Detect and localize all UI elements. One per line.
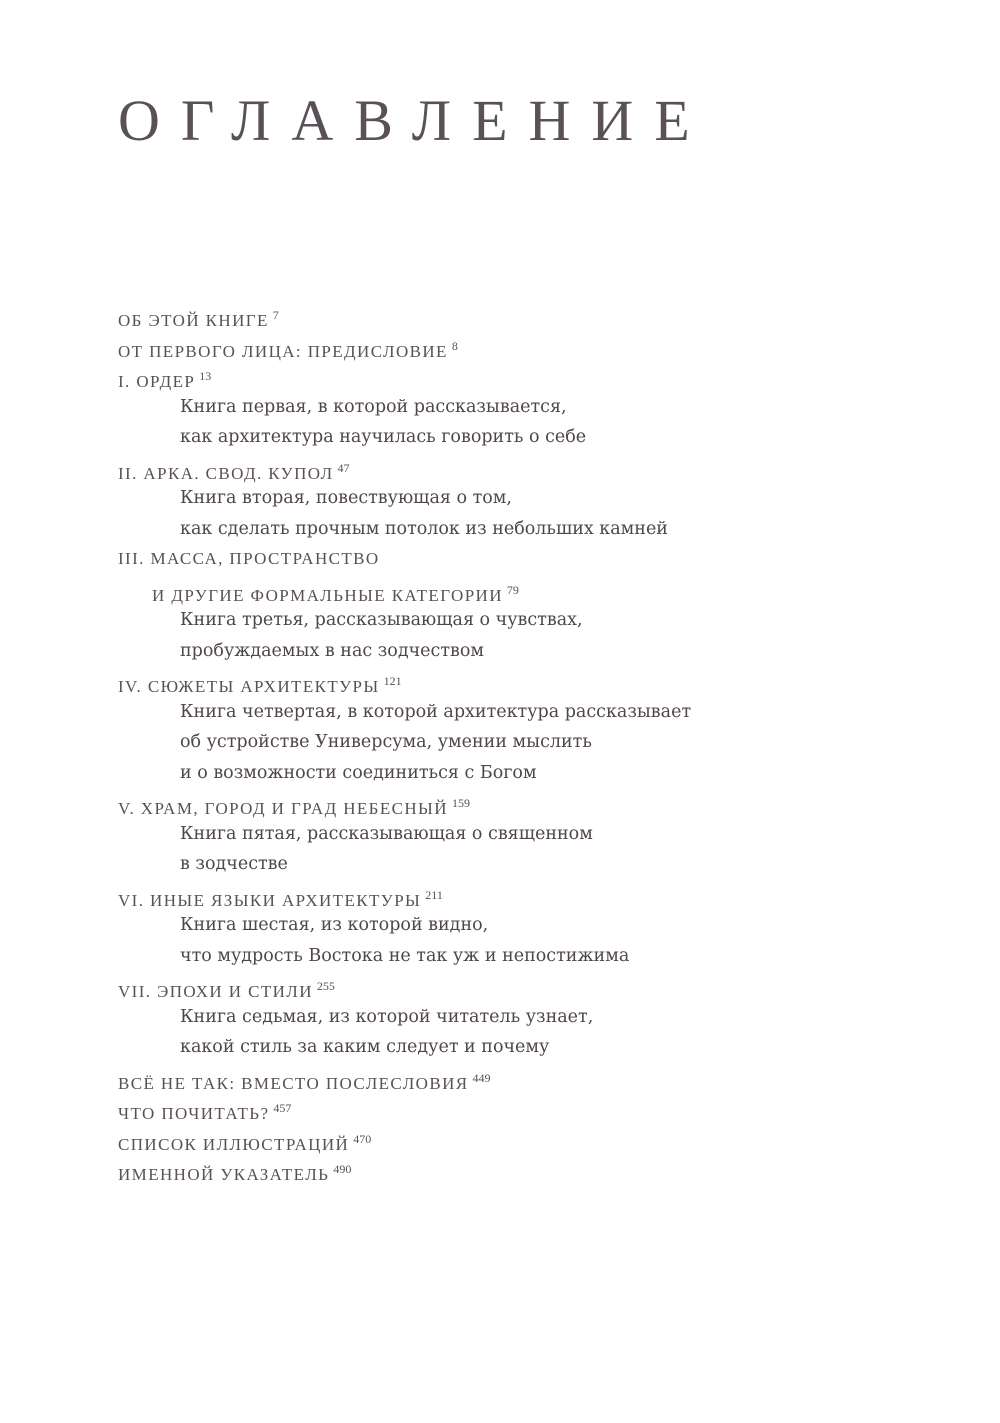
toc-page-number: 255 — [316, 979, 335, 993]
toc-description-line: в зодчестве — [180, 854, 288, 874]
toc-heading: ИМЕННОЙ УКАЗАТЕЛЬ $^{490}$ — [118, 1162, 352, 1184]
page-title: ОГЛАВЛЕНИЕ — [118, 88, 711, 153]
toc-description-line: как сделать прочным потолок из небольших камней — [180, 518, 668, 539]
toc-page-number: 7 — [272, 308, 279, 322]
toc-entry[interactable] — [118, 361, 958, 453]
toc-heading-continuation: И ДРУГИЕ ФОРМАЛЬНЫЕ КАТЕГОРИИ $^{79}$ — [152, 582, 519, 605]
toc-description-line: что мудрость Востока не так уж и непостижима — [180, 945, 630, 966]
toc-entry[interactable] — [118, 1124, 958, 1155]
toc-page-number: 470 — [353, 1131, 372, 1146]
toc-heading: VII. ЭПОХИ И СТИЛИ $^{255}$ — [118, 979, 335, 1001]
toc-page-number: 8 — [451, 338, 458, 353]
toc-entry[interactable] — [118, 880, 958, 972]
toc-description-line: и о возможности соединиться с Богом — [180, 762, 537, 783]
toc-heading: ОТ ПЕРВОГО ЛИЦА: ПРЕДИСЛОВИЕ $^8$ — [118, 338, 458, 361]
toc-page-number: 490 — [333, 1162, 352, 1176]
toc-entry[interactable] — [118, 1093, 958, 1124]
toc-description-line: как архитектура научилась говорить о себе — [180, 427, 587, 447]
table-of-contents — [118, 300, 958, 1185]
toc-entry[interactable] — [118, 1154, 958, 1185]
toc-description-line: Книга шестая, из которой видно, — [180, 915, 489, 935]
toc-description-line: Книга третья, рассказывающая о чувствах, — [180, 610, 583, 630]
toc-entry[interactable] — [118, 331, 958, 362]
toc-entry[interactable] — [118, 453, 958, 545]
toc-description-line: пробуждаемых в нас зодчеством — [180, 640, 485, 661]
toc-page-number: 13 — [199, 369, 212, 383]
toc-entry[interactable] — [118, 971, 958, 1063]
toc-entry[interactable] — [118, 666, 958, 788]
toc-page-number: 449 — [472, 1070, 491, 1085]
toc-heading: ЧТО ПОЧИТАТЬ? $^{457}$ — [118, 1101, 292, 1123]
toc-heading: III. МАССА, ПРОСТРАНСТВО — [118, 549, 380, 568]
toc-description-line: Книга четвертая, в которой архитектура рассказывает — [180, 701, 692, 722]
toc-heading: II. АРКА. СВОД. КУПОЛ $^{47}$ — [118, 460, 350, 483]
toc-description-line: Книга седьмая, из которой читатель узнает, — [180, 1006, 594, 1027]
toc-entry[interactable] — [118, 788, 958, 880]
toc-page-number: 47 — [337, 460, 350, 475]
toc-description-line: об устройстве Универсума, умении мыслить — [180, 732, 592, 752]
toc-description-line: Книга пятая, рассказывающая о священном — [180, 823, 593, 844]
toc-heading: VI. ИНЫЕ ЯЗЫКИ АРХИТЕКТУРЫ $^{211}$ — [118, 887, 443, 910]
toc-description-line: Книга вторая, повествующая о том, — [180, 488, 512, 508]
toc-heading: ОБ ЭТОЙ КНИГЕ $^7$ — [118, 308, 279, 330]
toc-page-number: 159 — [451, 796, 470, 810]
toc-heading: V. ХРАМ, ГОРОД И ГРАД НЕБЕСНЫЙ $^{159}$ — [118, 796, 470, 818]
toc-heading: ВСЁ НЕ ТАК: ВМЕСТО ПОСЛЕСЛОВИЯ $^{449}$ — [118, 1070, 491, 1093]
toc-description-line: Книга первая, в которой рассказывается, — [180, 396, 567, 417]
toc-entry[interactable] — [118, 544, 958, 666]
toc-page-number: 457 — [273, 1101, 292, 1115]
toc-heading: СПИСОК ИЛЛЮСТРАЦИЙ $^{470}$ — [118, 1131, 372, 1154]
toc-page-number: 121 — [383, 674, 402, 688]
toc-entry[interactable] — [118, 1063, 958, 1094]
toc-page-number: 79 — [506, 582, 519, 597]
toc-heading: IV. СЮЖЕТЫ АРХИТЕКТУРЫ $^{121}$ — [118, 674, 402, 696]
toc-heading: I. ОРДЕР $^{13}$ — [118, 369, 212, 391]
toc-page-number: 211 — [425, 887, 443, 902]
toc-entry[interactable] — [118, 300, 958, 331]
toc-description-line: какой стиль за каким следует и почему — [180, 1037, 550, 1057]
